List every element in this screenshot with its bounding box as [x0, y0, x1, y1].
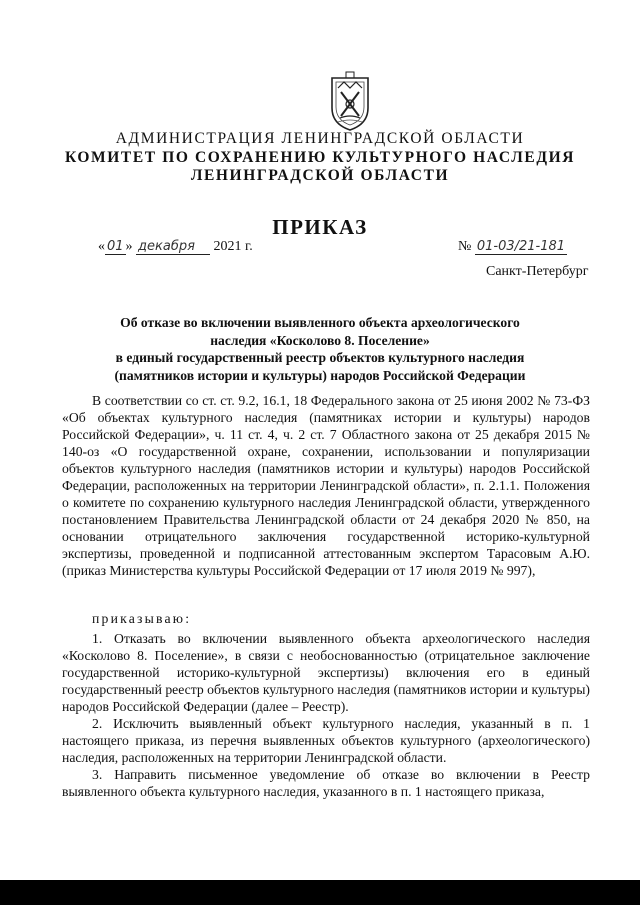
order-word: приказываю:: [92, 611, 192, 626]
date-close-quote: »: [125, 239, 133, 254]
order-item-1: 1. Отказать во включении выявленного объекта археологического наследия «Косколово 8. Поселение», в связи с необоснованностью (отрицательное заключение государственной историко-культурной экспертизы) включения его в единый государственный реестр объектов культурного наследия (памятников истории и культуры) народов Российской Федерации (далее – Реестр).: [62, 631, 590, 714]
preamble-paragraph: В соответствии со ст. ст. 9.2, 16.1, 18 Федерального закона от 25 июня 2002 № 73-ФЗ «Об объектах культурного наследия (памятниках истории и культуры) народов Российской Федерации», ч. 11 ст. 4, ч. 2 ст. 7 Областного закона от 25 декабря 2015 № 140-оз «О государственной охране, сохранении, использовании и популяризации объектов культурного наследия (памятников истории и культуры) народов Российской Федерации, расположенных на территории Ленинградской области», п. 2.1.1. Положения о комитете по сохранению культурного наследия Ленинградской области, утвержденного постановлением Правительства Ленинградской области от 24 декабря 2020 № 850, на основании отрицательного заключения государственной историко-культурной экспертизы, проведенной и подписанной аттестованным экспертом Тарасовым А.Ю. (приказ Министерства культуры Российской Федерации от 17 июля 2019 № 997),: [62, 393, 590, 578]
number-value: 01-03/21-181: [476, 239, 566, 254]
subject-line: Об отказе во включении выявленного объекта археологического: [120, 315, 520, 330]
header-administration: АДМИНИСТРАЦИЯ ЛЕНИНГРАДСКОЙ ОБЛАСТИ: [115, 130, 525, 147]
subject-line: наследия «Косколово 8. Поселение»: [210, 332, 430, 348]
header-committee: КОМИТЕТ ПО СОХРАНЕНИЮ КУЛЬТУРНОГО НАСЛЕДИЯ: [64, 149, 576, 166]
subject-line: (памятников истории и культуры) народов Российской Федерации: [114, 367, 526, 383]
coat-of-arms-icon: [322, 70, 378, 134]
date-year: 2021 г.: [213, 239, 253, 254]
order-number: [458, 239, 567, 255]
order-item-2: 2. Исключить выявленный объект культурного наследия, указанный в п. 1 настоящего приказа, из перечня выявленных объектов культурного (археологического) наследия, расположенных на территории Ленинградской области.: [62, 716, 590, 765]
date-month: декабря: [136, 239, 210, 255]
order-item-3: 3. Направить письменное уведомление об отказе во включении в Реестр выявленного объекта культурного наследия, указанного в п. 1 настоящего приказа,: [62, 767, 590, 799]
city: Санкт-Петербург: [486, 264, 589, 279]
scan-bottom-border: [0, 880, 640, 905]
date-day: 01: [107, 239, 124, 254]
header-region: ЛЕНИНГРАДСКОЙ ОБЛАСТИ: [190, 167, 450, 184]
order-subject: [0, 314, 640, 384]
number-prefix: №: [458, 239, 472, 254]
document-title: ПРИКАЗ: [272, 215, 368, 239]
subject-line: в единый государственный реестр объектов культурного наследия: [115, 350, 525, 365]
order-date: [98, 239, 298, 255]
date-open-quote: «: [98, 239, 105, 254]
